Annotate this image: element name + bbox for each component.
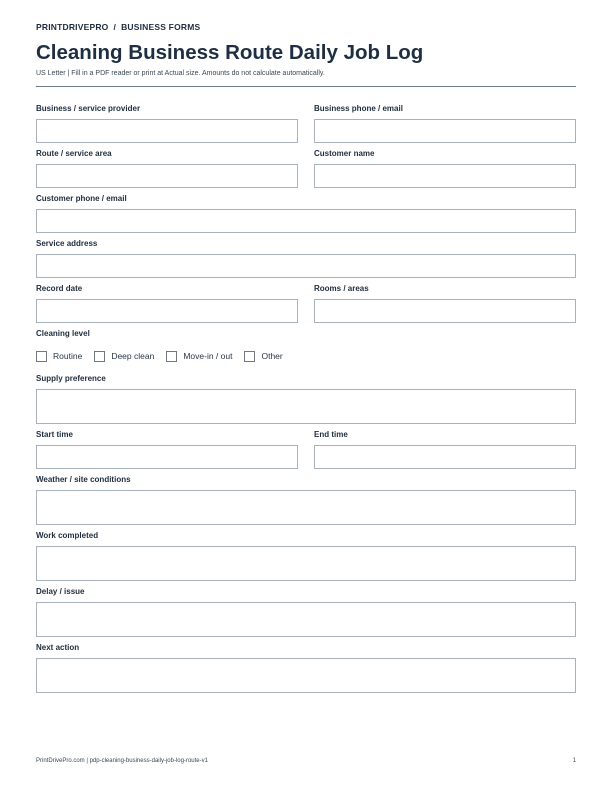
delay-issue-label: Delay / issue [36, 587, 85, 596]
checkbox-move-in-out-label: Move-in / out [183, 351, 233, 361]
customer-name-label: Customer name [314, 149, 375, 158]
start-time-label: Start time [36, 430, 73, 439]
business-provider-field[interactable] [36, 119, 298, 143]
checkbox-other-label: Other [261, 351, 283, 361]
checkbox-other[interactable] [244, 351, 255, 362]
customer-phone-label: Customer phone / email [36, 194, 127, 203]
cleaning-level-option-deep-clean[interactable] [94, 351, 154, 362]
rooms-areas-field[interactable] [314, 299, 576, 323]
cleaning-level-options [36, 349, 295, 363]
delay-issue-field[interactable] [36, 602, 576, 637]
route-area-field[interactable] [36, 164, 298, 188]
checkbox-deep-clean[interactable] [94, 351, 105, 362]
checkbox-deep-clean-label: Deep clean [111, 351, 155, 361]
breadcrumb-section: BUSINESS FORMS [121, 22, 201, 32]
service-address-label: Service address [36, 239, 98, 248]
cleaning-level-label: Cleaning level [36, 329, 90, 338]
customer-phone-field[interactable] [36, 209, 576, 233]
start-time-field[interactable] [36, 445, 298, 469]
cleaning-level-option-move-in-out[interactable] [166, 351, 232, 362]
checkbox-routine-label: Routine [53, 351, 83, 361]
business-phone-label: Business phone / email [314, 104, 403, 113]
checkbox-move-in-out[interactable] [166, 351, 177, 362]
end-time-label: End time [314, 430, 348, 439]
supply-preference-label: Supply preference [36, 374, 106, 383]
cleaning-level-option-routine[interactable] [36, 351, 82, 362]
page-title: Cleaning Business Route Daily Job Log [36, 41, 424, 64]
page-number: 1 [572, 758, 576, 764]
cleaning-level-option-other[interactable] [244, 351, 282, 362]
weather-conditions-label: Weather / site conditions [36, 475, 131, 484]
breadcrumb-brand: PRINTDRIVEPRO [36, 22, 109, 32]
end-time-field[interactable] [314, 445, 576, 469]
service-address-field[interactable] [36, 254, 576, 278]
business-phone-field[interactable] [314, 119, 576, 143]
customer-name-field[interactable] [314, 164, 576, 188]
route-area-label: Route / service area [36, 149, 112, 158]
work-completed-label: Work completed [36, 531, 99, 540]
header-divider [36, 86, 576, 87]
footer-text: PrintDrivePro.com | pdp-cleaning-business-daily-job-log-route-v1 [36, 758, 208, 764]
record-date-label: Record date [36, 284, 83, 293]
breadcrumb [36, 22, 200, 32]
supply-preference-field[interactable] [36, 389, 576, 424]
record-date-field[interactable] [36, 299, 298, 323]
business-provider-label: Business / service provider [36, 104, 141, 113]
next-action-field[interactable] [36, 658, 576, 693]
breadcrumb-separator: / [113, 22, 117, 32]
work-completed-field[interactable] [36, 546, 576, 581]
checkbox-routine[interactable] [36, 351, 47, 362]
weather-conditions-field[interactable] [36, 490, 576, 525]
rooms-areas-label: Rooms / areas [314, 284, 369, 293]
next-action-label: Next action [36, 643, 80, 652]
page-subtitle: US Letter | Fill in a PDF reader or print at Actual size. Amounts do not calculate automatically. [36, 70, 325, 77]
